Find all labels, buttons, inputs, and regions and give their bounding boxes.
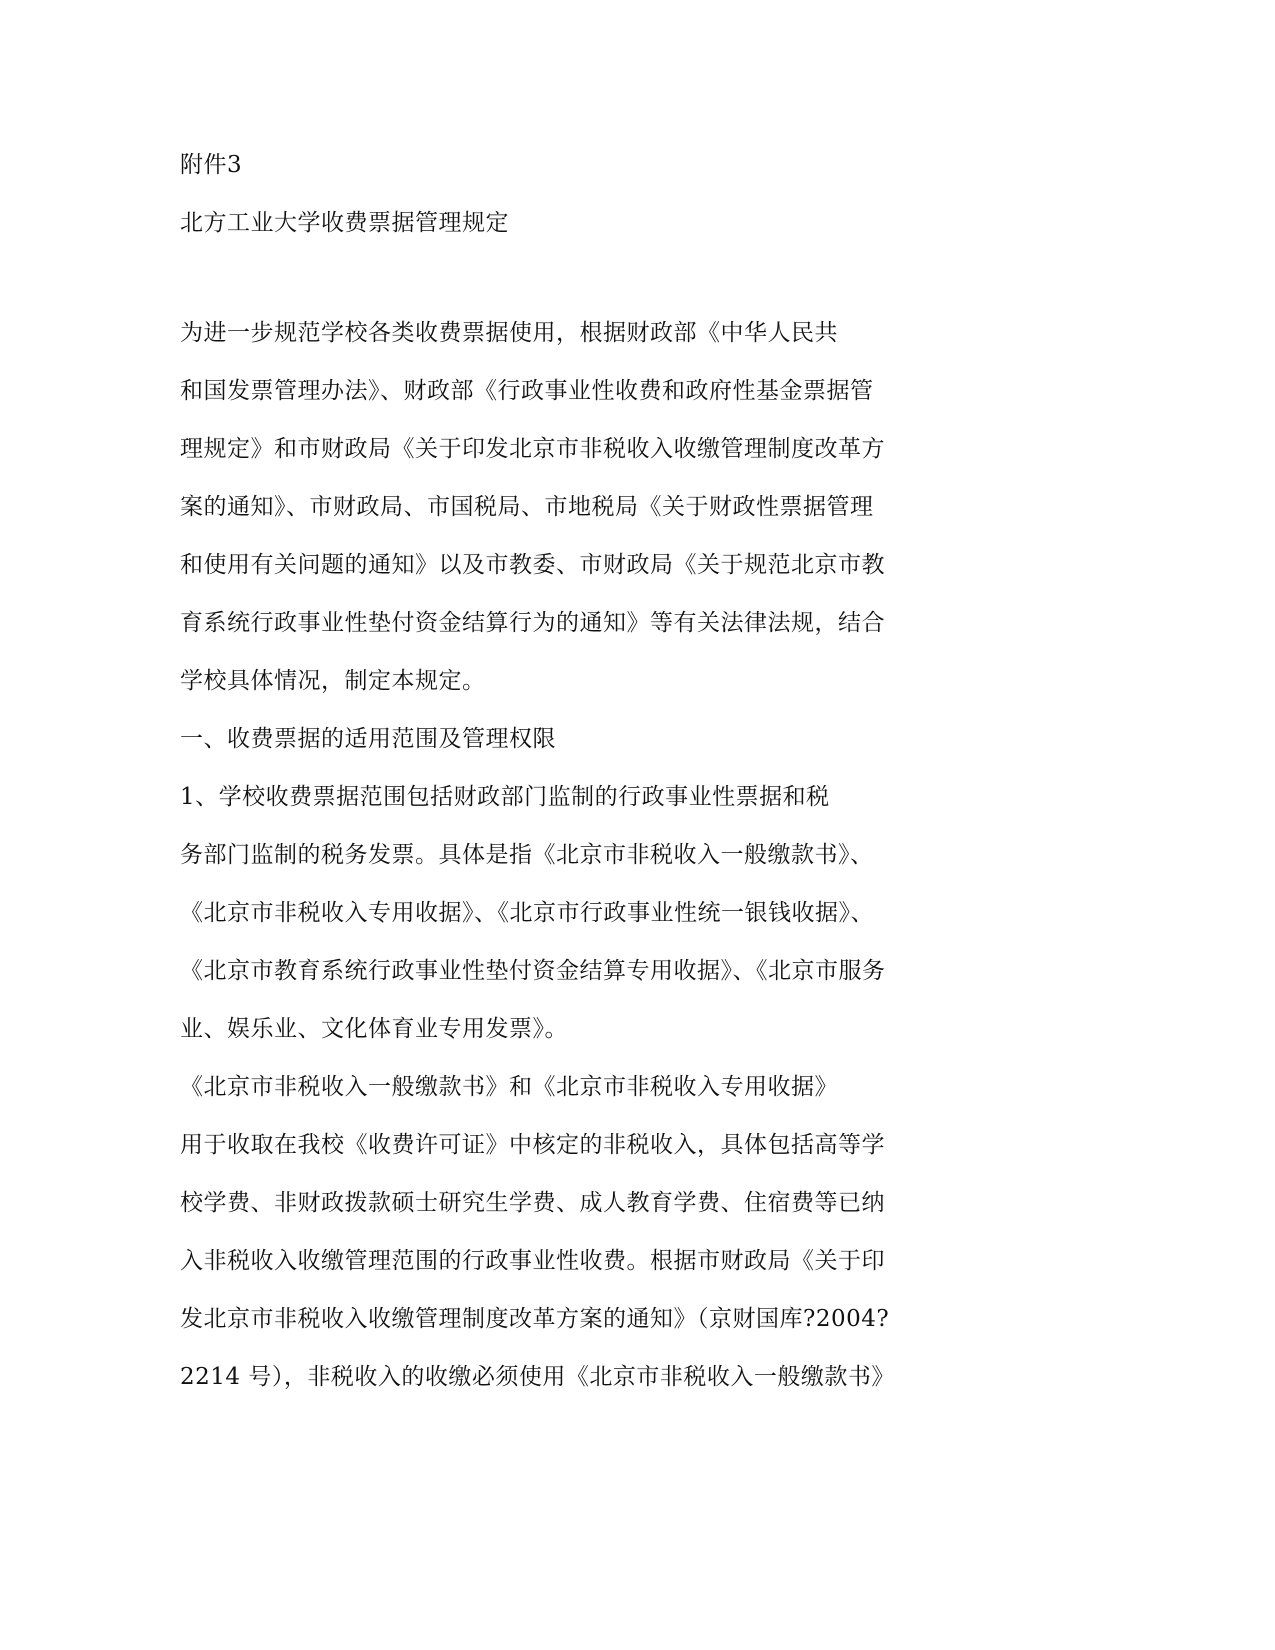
body-line: 2214 号），非税收入的收缴必须使用《北京市非税收入一般缴款书》: [180, 1364, 895, 1390]
body-line: 务部门监制的税务发票。具体是指《北京市非税收入一般缴款书》、: [180, 842, 874, 868]
body-line: 发北京市非税收入收缴管理制度改革方案的通知》（京财国库?2004?: [180, 1306, 890, 1332]
body-line: 业、娱乐业、文化体育业专用发票》。: [180, 1016, 568, 1042]
body-line: 和使用有关问题的通知》以及市教委、市财政局《关于规范北京市教: [180, 552, 885, 578]
section-heading: 一、收费票据的适用范围及管理权限: [180, 726, 556, 752]
body-line: 校学费、非财政拨款硕士研究生学费、成人教育学费、住宿费等已纳: [180, 1190, 885, 1216]
body-line: 为进一步规范学校各类收费票据使用，根据财政部《中华人民共: [180, 320, 838, 346]
attachment-label: 附件3: [180, 152, 243, 178]
body-line: 《北京市非税收入一般缴款书》和《北京市非税收入专用收据》: [180, 1074, 838, 1100]
body-line: 入非税收入收缴管理范围的行政事业性收费。根据市财政局《关于印: [180, 1248, 885, 1274]
body-line: 育系统行政事业性垫付资金结算行为的通知》等有关法律法规，结合: [180, 610, 885, 636]
document-title: 北方工业大学收费票据管理规定: [180, 210, 509, 236]
body-line: 案的通知》、市财政局、市国税局、市地税局《关于财政性票据管理: [180, 494, 874, 520]
body-line: 用于收取在我校《收费许可证》中核定的非税收入，具体包括高等学: [180, 1132, 885, 1158]
body-line: 《北京市非税收入专用收据》、《北京市行政事业性统一银钱收据》、: [180, 900, 874, 926]
body-line: 1、学校收费票据范围包括财政部门监制的行政事业性票据和税: [180, 784, 830, 810]
body-line: 和国发票管理办法》、财政部《行政事业性收费和政府性基金票据管: [180, 378, 874, 404]
body-line: 理规定》和市财政局《关于印发北京市非税收入收缴管理制度改革方: [180, 436, 885, 462]
body-line: 《北京市教育系统行政事业性垫付资金结算专用收据》、《北京市服务: [180, 958, 886, 984]
body-line: 学校具体情况，制定本规定。: [180, 668, 486, 694]
